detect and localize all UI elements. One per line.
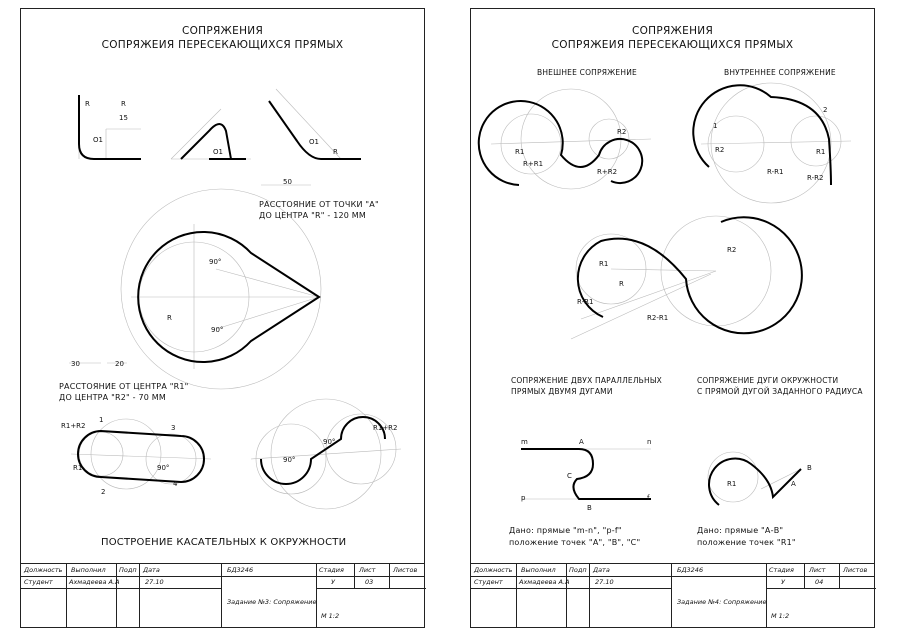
label-15: 15 [119,114,128,122]
dim-30: 30 [71,360,80,368]
tb-code: БД3246 [227,566,254,574]
given1-line1: Дано: прямые "m-n", "p-f" [509,526,622,535]
label-r1r2: R1+R2 [373,424,398,432]
label-1: 1 [713,122,718,130]
tb-sheet-no: 04 [815,578,824,586]
label-c: C [567,472,572,480]
drawing-sheet-left [20,8,425,628]
sheet-subtitle: СОПРЯЖЕИЯ ПЕРЕСЕКАЮЩИХСЯ ПРЯМЫХ [551,39,794,51]
label-3: 3 [171,424,176,432]
label-p: p [521,494,526,502]
label-o1: O1 [93,136,103,144]
label-r: R [121,100,126,108]
right-drawings [471,9,876,629]
sheet-title: СОПРЯЖЕНИЯ [631,25,714,37]
label-r1: R1 [816,148,826,156]
tb-header: Подп [569,566,587,574]
sheet-footer-caption: ПОСТРОЕНИЕ КАСАТЕЛЬНЫХ К ОКРУЖНОСТИ [101,537,347,548]
tb-header: Подп [119,566,137,574]
note-r1-line1: РАССТОЯНИЕ ОТ ЦЕНТРА "R1" [59,382,189,391]
label-r2r1: R2-R1 [647,314,669,322]
tb-sheet-no: 03 [365,578,374,586]
label-a: A [791,480,796,488]
given1-line2: положение точек "А", "В", "С" [509,538,641,547]
sheet-title: СОПРЯЖЕНИЯ [181,25,264,37]
caption-arc-line2: С ПРЯМОЙ ДУГОЙ ЗАДАННОГО РАДИУСА [697,387,863,396]
tb-stage: У [331,578,335,586]
label-rr: R-R1 [767,168,784,176]
tb-header: Листов [393,566,418,574]
label-rr22: R-R2 [807,174,824,182]
given2-line2: положение точек "R1" [697,538,796,547]
caption-internal: ВНУТРЕННЕЕ СОПРЯЖЕНИЕ [724,68,836,77]
label-r2: R2 [727,246,737,254]
caption-parallel-line2: ПРЯМЫХ ДВУМЯ ДУГАМИ [511,387,613,396]
tb-header: Выполнил [521,566,556,574]
tb-date: 27.10 [145,578,164,586]
left-drawings [21,9,426,629]
label-r1: R1 [727,480,737,488]
label-m: m [521,438,528,446]
label-90: 90° [209,258,222,266]
note-a-line1: РАССТОЯНИЕ ОТ ТОЧКИ "А" [259,200,379,209]
label-rr1: R+R1 [523,160,544,168]
label-90: 90° [211,326,224,334]
caption-parallel-line1: СОПРЯЖЕНИЕ ДВУХ ПАРАЛЛЕЛЬНЫХ [511,376,663,385]
sheet-subtitle: СОПРЯЖЕИЯ ПЕРЕСЕКАЮЩИХСЯ ПРЯМЫХ [101,39,344,51]
tb-header: Дата [593,566,610,574]
drawing-sheet-right [470,8,875,628]
tb-date: 27.10 [595,578,614,586]
tb-code: БД3246 [677,566,704,574]
tb-header: Должность [24,566,63,574]
tb-header: Лист [359,566,376,574]
tb-header: Стадия [319,566,344,574]
label-r1: R1 [515,148,525,156]
label-r1: R1 [73,464,83,472]
tb-scale: М 1:2 [321,612,340,620]
tb-header: Лист [809,566,826,574]
label-rr2: R+R2 [597,168,618,176]
dim-50: 50 [283,178,292,186]
given2-line1: Дано: прямые "А-В" [697,526,784,535]
label-90: 90° [283,456,296,464]
tb-task: Задание №4: Сопряжение [677,598,767,606]
tb-name: Ахмадеева А.А [519,578,570,586]
label-4: 4 [173,480,178,488]
label-r: R [85,100,90,108]
title-block [471,563,874,627]
tb-task: Задание №3: Сопряжение [227,598,317,606]
tb-name: Ахмадеева А.А [69,578,120,586]
dim-20: 20 [115,360,124,368]
label-r1: R1 [599,260,609,268]
label-a: A [579,438,584,446]
tb-header: Листов [843,566,868,574]
label-1: 1 [99,416,104,424]
label-2: 2 [823,106,828,114]
label-r: R [167,314,172,322]
tb-header: Стадия [769,566,794,574]
label-2: 2 [101,488,106,496]
tb-stage: У [781,578,785,586]
label-n: n [647,438,652,446]
tb-header: Должность [474,566,513,574]
title-block [21,563,424,627]
label-o1: O1 [213,148,223,156]
label-r2: R2 [617,128,627,136]
caption-arc-line1: СОПРЯЖЕНИЕ ДУГИ ОКРУЖНОСТИ [697,376,839,385]
note-r1-line2: ДО ЦЕНТРА "R2" - 70 ММ [59,393,167,402]
label-f: f [647,494,650,502]
label-b: B [587,504,592,512]
label-r: R [619,280,624,288]
tb-student: Студент [474,578,503,586]
label-90: 90° [323,438,336,446]
tb-header: Дата [143,566,160,574]
note-a-line2: ДО ЦЕНТРА "R" - 120 ММ [259,211,367,220]
tb-student: Студент [24,578,53,586]
label-r: R [333,148,338,156]
tb-scale: М 1:2 [771,612,790,620]
tb-header: Выполнил [71,566,106,574]
label-b: B [807,464,812,472]
label-rr: R-R1 [577,298,594,306]
label-r2: R2 [715,146,725,154]
caption-external: ВНЕШНЕЕ СОПРЯЖЕНИЕ [537,68,637,77]
label-r1r2: R1+R2 [61,422,86,430]
label-90: 90° [157,464,170,472]
label-o1: O1 [309,138,319,146]
